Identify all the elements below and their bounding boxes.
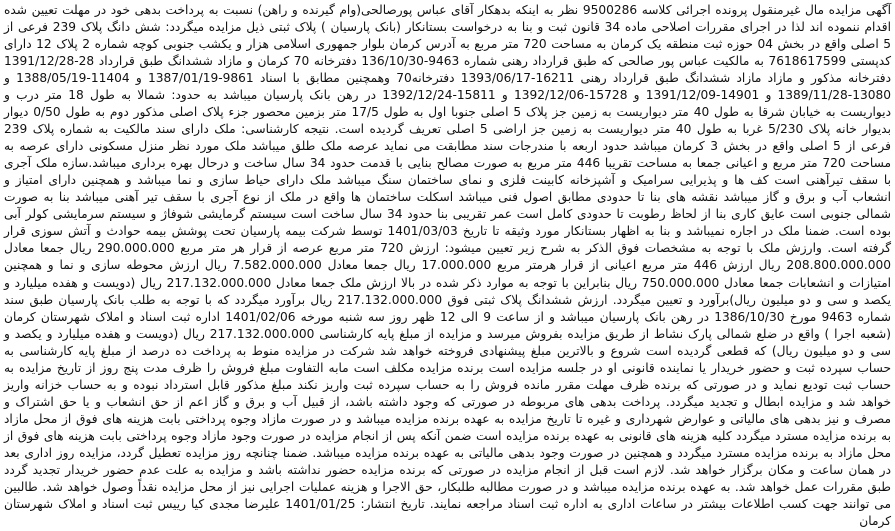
auction-notice-text: آگهی مزایده مال غیرمنقول پرونده اجرائی کلاسه 9500286 نظر به اینکه بدهکار آقای عباس پورصالحی(وام گیرنده و راهن) نسبت به پرداخت بدهی خود در مهلت تعیین شده اقدام ننموده اند لذا در اجرای مقررات اصلاحی ماده 34 قانون ثبت و بنا به درخواست بستانکار (بانک پارسیان ) پلاک ثبتی ذیل مزایده میگردد: شش دانگ پلاک 239 فرعی از 5 اصلی واقع در بخش 04 حوزه ثبت منطقه یک کرمان به مساحت 720 متر مربع به آدرس کرمان بلوار جمهوری اسلامی هزار و یکشب جنوبی کوچه شماره 2 پلاک 12 دارای کدپستی 7618617599 به مالکیت عباس پور صالحی که طبق قرارداد رهنی شماره 9463-136/10/30 دفترخانه 70 کرمان و مازاد ششدانگ طبق قرارداد 28-1391/12/28 دفترخانه مذکور و مازاد مازاد ششدانگ طبق قرارداد رهنی 16211-1393/06/17 دفترخانه70 وهمچنین مطابق با اسناد 9861-1387/01/19 و 11404-1388/05/19 و 13080-1389/11/28 و 14901-1391/12/09 و 15728-1392/12/06 و 15811-1392/12/24 در رهن بانک پارسیان میباشد به حدود: شمالا به طول 18 متر درب و دیواریست به خیابان شرقا به طول 40 متر دیواریست به زمین جز پلاک 5 اصلی جنوبا اول به طول 17/5 متر بزمین محصور جزء پلاک اصلی مذکور دوم به طول 0/50 دیوار بدیوار خانه پلاک 5/230 غربا به طول 40 متر دیواریست به زمین جز اراضی 5 اصلی تعریف گردیده است. نتیجه کارشناسی: ملک دارای سند مالکیت به شماره پلاک 239 فرعی از 5 اصلی واقع در بخش 3 کرمان میباشد حدود اربعه با مندرجات سند مطابقت می نماید عرصه ملک طلق میباشد ملک مورد نظر منزل مسکونی دارای عرصه به مساحت 720 متر مربع و اعیانی جمعا به مساحت تقریبا 446 متر مربع به صورت مصالح بنایی با قدمت حدود 34 سال ساخت و درحال بهره برداری میباشد.سازه ملک آجری با سقف تیرآهنی است کف ها و پذیرایی سرامیک و آشپزخانه کابینت فلزی و نمای ساختمان سنگ میباشد ملک دارای حیاط سازی و نما میباشد و همچنین دارای امتیاز و انشعاب آب و برق و گاز میباشد نقشه های بنا تا حدودی مطابق اصول فنی میباشد اسکلت ساختمان ها واقع در ملک از نوع آجری با سقف تیر آهنی میباشد بنا به صورت شمالی جنوبی است عایق کاری بنا از لحاظ رطوبت تا حدودی کامل است عمر تقریبی بنا حدود 34 سال ساخت است سیستم گرمایشی شوفاژ و سیستم سرمایشی کولر آبی بوده است. ضمنا ملک در اجاره نمیباشد و بنا به اظهار بستانکار مورد وثیقه تا تاریخ 1401/03/03 توسط شرکت بیمه پارسیان تحت پوشش بیمه حوادث و آتش سوزی قرار گرفته است. وارزش ملک با توجه به مشخصات فوق الذکر به شرح زیر تعیین میشود: ارزش 720 متر مربع عرصه از قرار هر متر مربع 290.000.000 ریال جمعا معادل 208.800.000.000 ریال ارزش 446 متر مربع اعیانی از قرار هرمتر مربع 17.000.000 ریال جمعا معادل 7.582.000.000 ریال ارزش محوطه سازی و نما و همچنین امتیازات و انشعابات جمعا معادل 750.000.000 ریال بنابراین با توجه به موارد ذکر شده در بالا ارزش ملک جمعا معادل 217.132.000.000 ریال (دویست و هفده میلیارد و یکصد و سی و دو میلیون ریال)برآورد و تعیین میگردد. ارزش ششدانگ پلاک ثبتی فوق 217.132.000.000 ریال برآورد میگردد که با توجه به طلب بانک پارسیان طبق سند شماره 9463 مورخ 1386/10/30 در رهن بانک پارسیان میباشد و از ساعت 9 الی 12 ظهر روز سه شنبه مورخه 1401/02/06 اداره ثبت اسناد و املاک شهرستان کرمان (شعبه اجرا ) واقع در ضلع شمالی پارک نشاط از طریق مزایده بفروش میرسد و مزایده از مبلغ پایه کارشناسی 217.132.000.000 ریال (دویست و هفده میلیارد و یکصد و سی و دو میلیون ریال) که قطعی گردیده است شروع و بالاترین مبلغ پیشنهادی فروخته خواهد شد شرکت در مزایده منوط به پرداخت ده درصد از مبلغ پایه کارشناسی به حساب سپرده ثبت و حضور خریدار یا نماینده قانونی او در جلسه مزایده است برنده مزایده مکلف است مابه التفاوت مبلغ فروش را ظرف مدت پنج روز از تاریخ مزایده به حساب ثبت تودیع نماید و در صورتی که برنده ظرف مهلت مقرر مانده فروش را به حساب سپرده ثبت واریز نکند مبلغ مذکور قابل استرداد نبوده و به حساب خزانه واریز خواهد شد و مزایده ابطال و تجدید میگردد. پرداخت بدهی های مربوطه در صورتی که وجود داشته باشد، از قبیل آب و برق و گاز اعم از حق انشعاب و یا حق اشتراک و مصرف و نیز بدهی های مالیاتی و عوارض شهرداری و غیره تا تاریخ مزایده به عهده برنده مزایده میباشد و در صورت مازاد وجوه پرداختی بابت هزینه های فوق از محل مازاد به برنده مزایده مسترد میگردد کلیه هزینه های قانونی به عهده برنده مزایده است ضمن آنکه پس از انجام مزایده در صورت وجود مازاد وجوه پرداختی بابت هزینه های فوق از محل مازاد به برنده مزایده مسترد میگردد و همچنین در صورت وجود بدهی مالیاتی به عهده برنده مزایده میباشد. ضمنا چنانچه روز مزایده تعطیل گردد، مزایده روز اداری بعد در همان ساعت و مکان برگزار خواهد شد. لازم است قبل از انجام مزایده در صورتی که برنده مزایده حضور نداشته باشد و مزایده به علت عدم حضور خریدار تجدید گردد طبق مقررات عمل خواهد شد. به عهده برنده مزایده میباشد و در صورت مطالبه طلبکار، حق الاجرا و هزینه عملیات اجرایی نیز از محل مزایده نقداً وصول خواهد شد. طالبین می توانند جهت کسب اطلاعات بیشتر در ساعات اداری به اداره ثبت اسناد مراجعه نمایند. تاریخ انتشار: 1401/01/25 علیرضا مجدی کیا رییس ثبت اسناد و املاک شهرستان کرمان <box>4 3 892 528</box>
